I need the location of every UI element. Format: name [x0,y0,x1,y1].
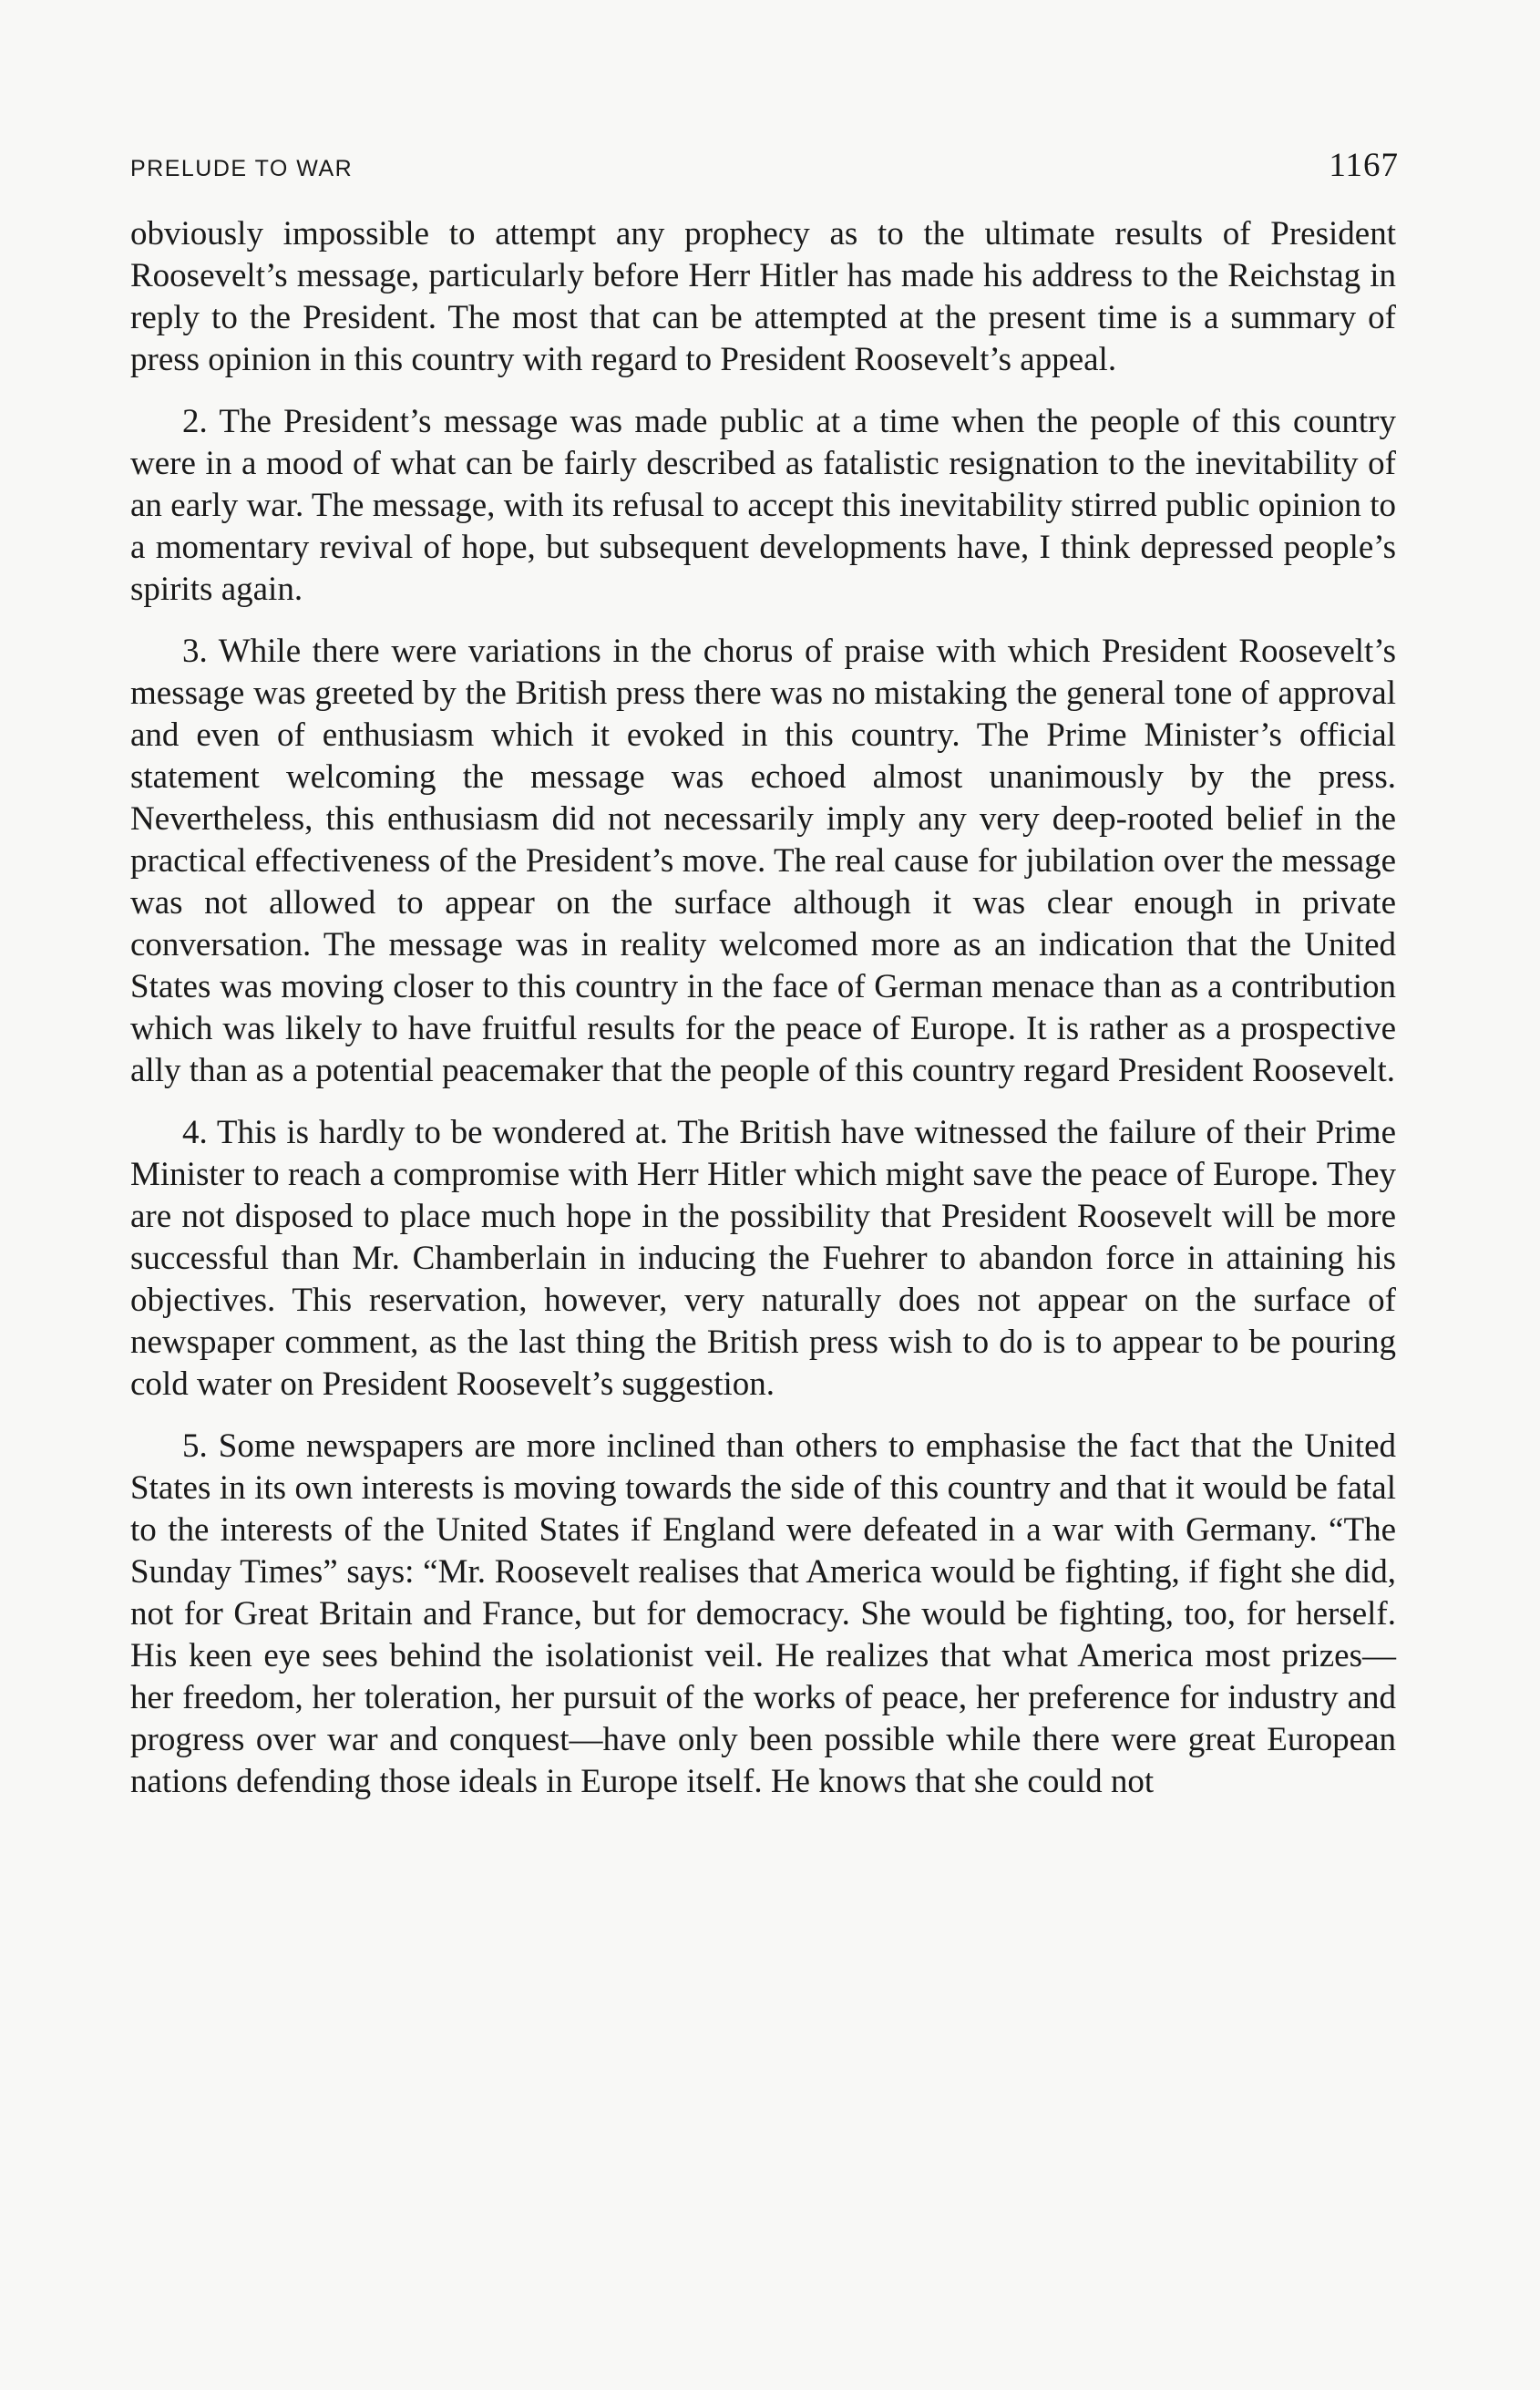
paragraph-continuation: obviously impossible to attempt any prophecy as to the ultimate results of President Roosevelt’s message, particularly before Herr Hitler has made his address to the Reichstag in reply to the President. The most that can be attempted at the present time is a summary of press opinion in this country with regard to President Roosevelt’s appeal. [130,215,1396,378]
paragraph-5: 5. Some newspapers are more inclined than others to emphasise the fact that the United States in its own interests is moving towards the side of this country and that it would be fatal to the interests of the United States if England were defeated in a war with Germany. “The Sunday Times” says: “Mr. Roosevelt realises that America would be fighting, if fight she did, not for Great Britain and France, but for democracy. She would be fighting, too, for herself. His keen eye sees behind the isolationist veil. He realizes that what America most prizes—her freedom, her toleration, her pursuit of the works of peace, her preference for industry and progress over war and conquest—have only been possible while there were great European nations defending those ideals in Europe itself. He knows that she could not [130,1427,1396,1800]
running-title: PRELUDE TO WAR [130,156,354,181]
page-number: 1167 [1329,147,1399,184]
paragraph-3: 3. While there were variations in the chorus of praise with which President Roosevelt’s message was greeted by the British press there was no mistaking the general tone of approval and even of enthusiasm which it evoked in this country. The Prime Minister’s official statement welcoming the message was echoed almost unanimously by the press. Nevertheless, this enthusiasm did not necessarily imply any very deep-rooted belief in the practical effectiveness of the President’s move. The real cause for jubilation over the message was not allowed to appear on the surface although it was clear enough in private conversation. The message was in reality welcomed more as an indication that the United States was moving closer to this country in the face of German menace than as a contribution which was likely to have fruitful results for the peace of Europe. It is rather as a prospective ally than as a potential peacemaker that the people of this country regard President Roosevelt. [130,633,1396,1089]
running-head [130,146,1399,191]
paragraph-2: 2. The President’s message was made public at a time when the people of this country were in a mood of what can be fairly described as fatalistic resignation to the inevitability of an early war. The message, with its refusal to accept this inevitability stirred public opinion to a momentary revival of hope, but subsequent developments have, I think depressed people’s spirits again. [130,403,1396,608]
body-text [130,213,1396,1803]
paragraph-4: 4. This is hardly to be wondered at. The British have witnessed the failure of their Prime Minister to reach a compromise with Herr Hitler which might save the peace of Europe. They are not disposed to place much hope in the possibility that President Roosevelt will be more successful than Mr. Chamberlain in inducing the Fuehrer to abandon force in attaining his objectives. This reservation, however, very naturally does not appear on the surface of newspaper comment, as the last thing the British press wish to do is to appear to be pouring cold water on President Roosevelt’s suggestion. [130,1114,1396,1403]
